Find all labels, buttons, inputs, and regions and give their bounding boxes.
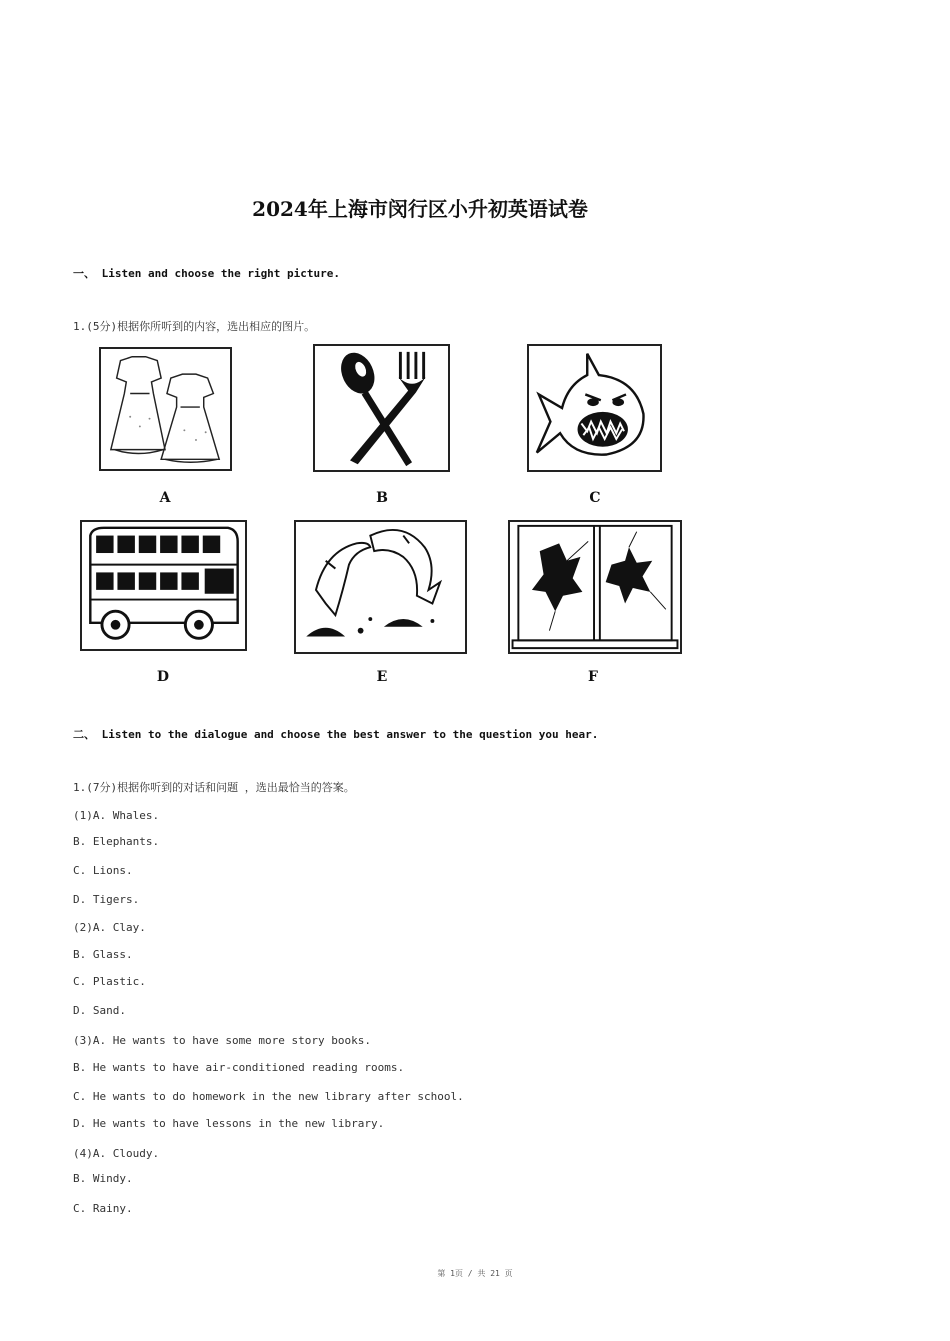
answer-option: (4)A. Cloudy. — [73, 1147, 160, 1160]
picture-c — [527, 344, 662, 472]
broken-window-icon — [510, 522, 680, 652]
answer-option: D. Tigers. — [73, 893, 140, 906]
answer-option: C. Rainy. — [73, 1202, 133, 1215]
page-title: 2024年上海市闵行区小升初英语试卷 — [252, 197, 588, 221]
answer-option: D. He wants to have lessons in the new library. — [73, 1117, 385, 1130]
answer-option: B. Glass. — [73, 948, 133, 961]
answer-option: C. Lions. — [73, 864, 133, 877]
picture-e-label: E — [376, 669, 388, 685]
answer-option: (2)A. Clay. — [73, 921, 146, 934]
section-1-question: 1.(5分)根据你所听到的内容，选出相应的图片。 — [73, 320, 316, 333]
answer-option: B. Windy. — [73, 1172, 133, 1185]
shark-icon — [529, 346, 660, 470]
answer-option: (1)A. Whales. — [73, 809, 160, 822]
picture-b — [313, 344, 450, 472]
answer-option: C. He wants to do homework in the new library after school. — [73, 1090, 464, 1103]
section-1-heading: 一、 Listen and choose the right picture. — [73, 267, 341, 280]
section-2-question: 1.(7分)根据你听到的对话和问题 ，选出最恰当的答案。 — [73, 781, 355, 794]
dolphins-icon — [296, 522, 465, 652]
picture-c-label: C — [589, 490, 601, 506]
spoon-fork-icon — [315, 346, 448, 470]
answer-option: (3)A. He wants to have some more story books. — [73, 1034, 372, 1047]
section-2-heading: 二、 Listen to the dialogue and choose the best answer to the question you hear. — [73, 728, 599, 741]
picture-e — [294, 520, 467, 654]
page-footer: 第 1页 / 共 21 页 — [437, 1269, 513, 1278]
picture-d — [80, 520, 247, 651]
picture-a-label: A — [159, 490, 171, 506]
picture-f — [508, 520, 682, 654]
answer-option: B. He wants to have air-conditioned reading rooms. — [73, 1061, 405, 1074]
answer-option: B. Elephants. — [73, 835, 160, 848]
answer-option: D. Sand. — [73, 1004, 126, 1017]
double-decker-bus-icon — [82, 522, 245, 649]
dresses-icon — [101, 349, 230, 469]
picture-a — [99, 347, 232, 471]
picture-b-label: B — [376, 490, 388, 506]
picture-f-label: F — [588, 669, 598, 685]
answer-option: C. Plastic. — [73, 975, 146, 988]
picture-d-label: D — [156, 669, 170, 685]
